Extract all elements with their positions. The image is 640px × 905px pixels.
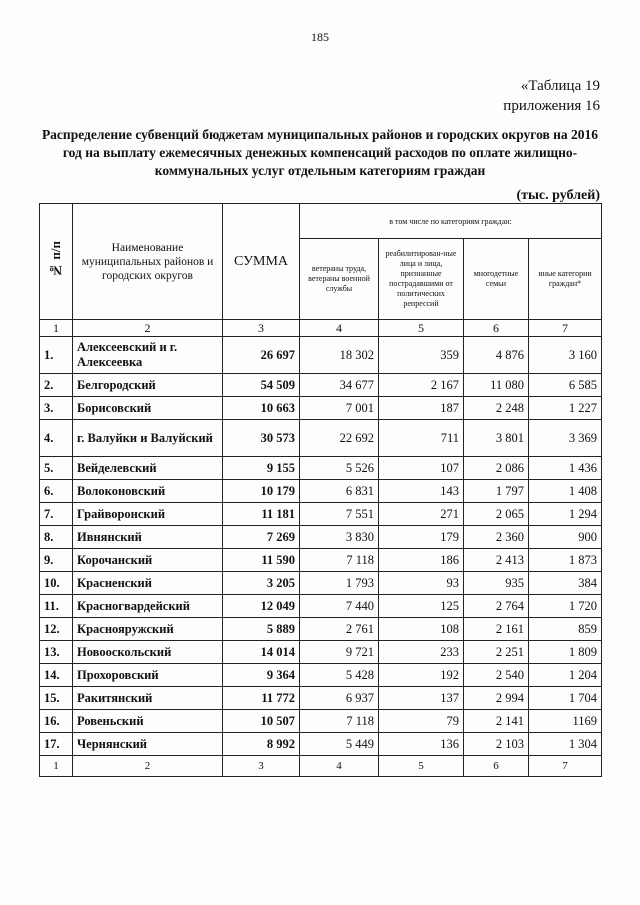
large-families-value: 2 103 [464, 733, 529, 756]
veterans-value: 5 449 [300, 733, 379, 756]
row-number: 11. [40, 595, 73, 618]
header-num-cell [40, 204, 73, 320]
sum-value: 54 509 [223, 374, 300, 397]
other-categories-value: 1 873 [529, 549, 602, 572]
large-families-value: 2 065 [464, 503, 529, 526]
table-row [40, 503, 602, 526]
district-name: Волоконовский [73, 480, 223, 503]
sum-value: 9 364 [223, 664, 300, 687]
index-cell: 4 [300, 320, 379, 337]
rehabilitated-value: 179 [379, 526, 464, 549]
table-caption [503, 76, 600, 116]
row-number: 15. [40, 687, 73, 710]
row-number: 1. [40, 337, 73, 374]
rehabilitated-value: 93 [379, 572, 464, 595]
large-families-value: 2 248 [464, 397, 529, 420]
table-row [40, 664, 602, 687]
veterans-value: 5 428 [300, 664, 379, 687]
table-row [40, 572, 602, 595]
large-families-value: 2 086 [464, 457, 529, 480]
column-index-row [40, 320, 602, 337]
veterans-value: 5 526 [300, 457, 379, 480]
footer-index-cell: 3 [223, 756, 300, 777]
other-categories-value: 900 [529, 526, 602, 549]
row-number: 12. [40, 618, 73, 641]
large-families-value: 2 360 [464, 526, 529, 549]
table-row [40, 374, 602, 397]
subsidy-table [39, 203, 602, 777]
table-row [40, 687, 602, 710]
table-row [40, 710, 602, 733]
rehabilitated-value: 186 [379, 549, 464, 572]
sum-value: 11 590 [223, 549, 300, 572]
footer-index-cell: 6 [464, 756, 529, 777]
index-cell: 7 [529, 320, 602, 337]
row-number: 17. [40, 733, 73, 756]
row-number: 16. [40, 710, 73, 733]
other-categories-value: 6 585 [529, 374, 602, 397]
other-categories-value: 859 [529, 618, 602, 641]
veterans-value: 9 721 [300, 641, 379, 664]
large-families-value: 2 540 [464, 664, 529, 687]
sum-value: 10 507 [223, 710, 300, 733]
header-sum: СУММА [223, 204, 300, 320]
district-name: Алексеевский и г. Алексеевка [73, 337, 223, 374]
sum-value: 3 205 [223, 572, 300, 595]
table-row [40, 337, 602, 374]
header-category-rehabilitated: реабилитирован-ные лица и лица, признанные пострадавшими от политических репрессий [379, 239, 464, 320]
veterans-value: 7 118 [300, 710, 379, 733]
document-title: Распределение субвенций бюджетам муниципальных районов и городских округов на 2016 год на выплату ежемесячных денежных компенсаций расходов по оплате жилищно-коммунальных услуг отдельным категориям граждан [41, 127, 599, 178]
caption-line-2: приложения 16 [503, 98, 600, 114]
district-name: Ракитянский [73, 687, 223, 710]
large-families-value: 2 161 [464, 618, 529, 641]
district-name: Вейделевский [73, 457, 223, 480]
district-name: Корочанский [73, 549, 223, 572]
table-row [40, 457, 602, 480]
sum-value: 5 889 [223, 618, 300, 641]
large-families-value: 11 080 [464, 374, 529, 397]
rehabilitated-value: 107 [379, 457, 464, 480]
header-num: № п/п [48, 240, 63, 278]
rehabilitated-value: 192 [379, 664, 464, 687]
table-row [40, 480, 602, 503]
large-families-value: 2 141 [464, 710, 529, 733]
district-name: Белгородский [73, 374, 223, 397]
veterans-value: 6 831 [300, 480, 379, 503]
table-row [40, 733, 602, 756]
district-name: Чернянский [73, 733, 223, 756]
header-category-large-families: многодетные семьи [464, 239, 529, 320]
table-row [40, 397, 602, 420]
footer-index-row [40, 756, 602, 777]
table-row [40, 549, 602, 572]
footer-index-cell: 5 [379, 756, 464, 777]
footer-index-cell: 2 [73, 756, 223, 777]
veterans-value: 7 118 [300, 549, 379, 572]
district-name: Красненский [73, 572, 223, 595]
other-categories-value: 1 436 [529, 457, 602, 480]
table-row [40, 526, 602, 549]
footer-index-cell: 7 [529, 756, 602, 777]
district-name: Краснояружский [73, 618, 223, 641]
veterans-value: 34 677 [300, 374, 379, 397]
index-cell: 5 [379, 320, 464, 337]
header-name: Наименование муниципальных районов и городских округов [73, 204, 223, 320]
caption-line-1: «Таблица 19 [520, 78, 600, 94]
district-name: Грайворонский [73, 503, 223, 526]
rehabilitated-value: 359 [379, 337, 464, 374]
rehabilitated-value: 143 [379, 480, 464, 503]
row-number: 3. [40, 397, 73, 420]
rehabilitated-value: 271 [379, 503, 464, 526]
veterans-value: 6 937 [300, 687, 379, 710]
footer-index-cell: 1 [40, 756, 73, 777]
sum-value: 14 014 [223, 641, 300, 664]
rehabilitated-value: 79 [379, 710, 464, 733]
district-name: Прохоровский [73, 664, 223, 687]
sum-value: 9 155 [223, 457, 300, 480]
table-body [40, 337, 602, 756]
large-families-value: 2 994 [464, 687, 529, 710]
sum-value: 7 269 [223, 526, 300, 549]
table-row [40, 641, 602, 664]
header-category-other: иные категории граждан* [529, 239, 602, 320]
large-families-value: 935 [464, 572, 529, 595]
other-categories-value: 1 294 [529, 503, 602, 526]
row-number: 9. [40, 549, 73, 572]
district-name: Ровеньский [73, 710, 223, 733]
other-categories-value: 3 160 [529, 337, 602, 374]
row-number: 8. [40, 526, 73, 549]
district-name: Борисовский [73, 397, 223, 420]
veterans-value: 18 302 [300, 337, 379, 374]
other-categories-value: 1 408 [529, 480, 602, 503]
units-label: (тыс. рублей) [516, 188, 600, 203]
row-number: 7. [40, 503, 73, 526]
header-category-group: в том числе по категориям граждан: [300, 204, 602, 239]
rehabilitated-value: 711 [379, 420, 464, 457]
row-number: 6. [40, 480, 73, 503]
veterans-value: 7 551 [300, 503, 379, 526]
sum-value: 26 697 [223, 337, 300, 374]
district-name: Красногвардейский [73, 595, 223, 618]
rehabilitated-value: 187 [379, 397, 464, 420]
rehabilitated-value: 2 167 [379, 374, 464, 397]
header-category-veterans: ветераны труда, ветераны военной службы [300, 239, 379, 320]
sum-value: 11 772 [223, 687, 300, 710]
row-number: 14. [40, 664, 73, 687]
index-cell: 2 [73, 320, 223, 337]
sum-value: 10 179 [223, 480, 300, 503]
table-row [40, 595, 602, 618]
page-number: 185 [311, 30, 329, 44]
sum-value: 11 181 [223, 503, 300, 526]
veterans-value: 7 001 [300, 397, 379, 420]
large-families-value: 1 797 [464, 480, 529, 503]
row-number: 4. [40, 420, 73, 457]
rehabilitated-value: 137 [379, 687, 464, 710]
other-categories-value: 384 [529, 572, 602, 595]
other-categories-value: 3 369 [529, 420, 602, 457]
district-name: Ивнянский [73, 526, 223, 549]
large-families-value: 2 764 [464, 595, 529, 618]
table-row [40, 618, 602, 641]
large-families-value: 2 413 [464, 549, 529, 572]
other-categories-value: 1169 [529, 710, 602, 733]
veterans-value: 2 761 [300, 618, 379, 641]
table-row [40, 420, 602, 457]
index-cell: 3 [223, 320, 300, 337]
district-name: г. Валуйки и Валуйский [73, 420, 223, 457]
rehabilitated-value: 108 [379, 618, 464, 641]
rehabilitated-value: 125 [379, 595, 464, 618]
sum-value: 12 049 [223, 595, 300, 618]
rehabilitated-value: 233 [379, 641, 464, 664]
large-families-value: 4 876 [464, 337, 529, 374]
sum-value: 8 992 [223, 733, 300, 756]
row-number: 10. [40, 572, 73, 595]
row-number: 13. [40, 641, 73, 664]
footer-index-cell: 4 [300, 756, 379, 777]
veterans-value: 22 692 [300, 420, 379, 457]
other-categories-value: 1 809 [529, 641, 602, 664]
veterans-value: 7 440 [300, 595, 379, 618]
row-number: 2. [40, 374, 73, 397]
large-families-value: 3 801 [464, 420, 529, 457]
other-categories-value: 1 304 [529, 733, 602, 756]
other-categories-value: 1 204 [529, 664, 602, 687]
veterans-value: 3 830 [300, 526, 379, 549]
row-number: 5. [40, 457, 73, 480]
veterans-value: 1 793 [300, 572, 379, 595]
large-families-value: 2 251 [464, 641, 529, 664]
other-categories-value: 1 704 [529, 687, 602, 710]
sum-value: 10 663 [223, 397, 300, 420]
district-name: Новооскольский [73, 641, 223, 664]
other-categories-value: 1 720 [529, 595, 602, 618]
index-cell: 1 [40, 320, 73, 337]
index-cell: 6 [464, 320, 529, 337]
sum-value: 30 573 [223, 420, 300, 457]
rehabilitated-value: 136 [379, 733, 464, 756]
other-categories-value: 1 227 [529, 397, 602, 420]
